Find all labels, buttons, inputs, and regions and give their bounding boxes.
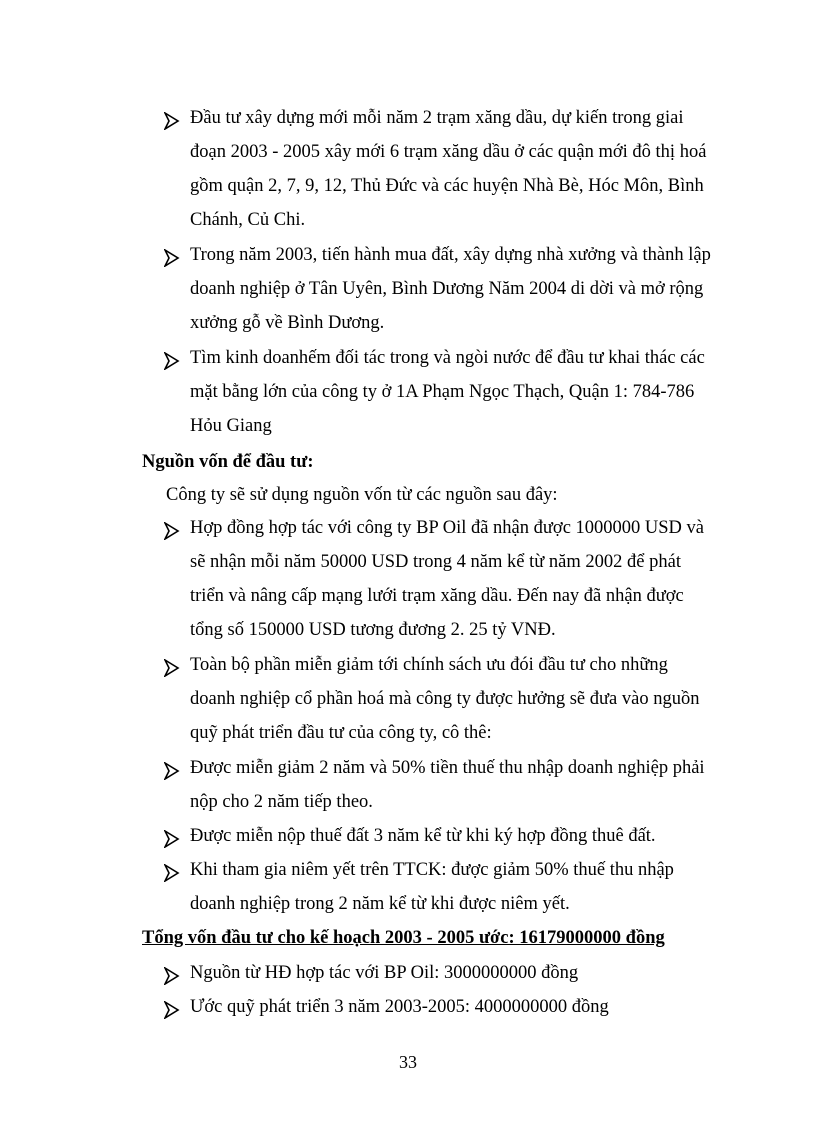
list-item-line: Toàn bộ phần miễn giảm tới chính sách ưu đói đầu tư cho những (190, 655, 668, 675)
list-item-line: Chánh, Củ Chi. (190, 210, 306, 230)
list-item-line: Ước quỹ phát triển 3 năm 2003-2005: 4000000000 đồng (190, 997, 609, 1017)
list-item (164, 754, 720, 820)
list-item-line: Được miễn nộp thuế đất 3 năm kể từ khi ký hợp đồng thuê đất. (190, 826, 656, 846)
list-item (164, 104, 720, 234)
list-item (164, 856, 720, 922)
list-item-line: Đầu tư xây dựng mới mỗi năm 2 trạm xăng dầu, dự kiến trong giai (190, 108, 684, 128)
list-item (164, 993, 720, 1025)
list-item-line: Hợp đồng hợp tác với công ty BP Oil đã nhận được 1000000 USD và (190, 518, 705, 538)
list-item-line: quỹ phát triển đầu tư của công ty, cô thê: (190, 723, 492, 743)
arrow-bullet-icon (164, 864, 180, 882)
arrow-bullet-icon (164, 352, 180, 370)
list-item-line: Khi tham gia niêm yết trên TTCK: được giảm 50% thuế thu nhập (190, 860, 674, 880)
arrow-bullet-icon (164, 830, 180, 848)
list-item (164, 651, 720, 751)
section-heading-funding: Nguồn vốn để đầu tư: (142, 452, 314, 472)
list-item (164, 822, 720, 854)
arrow-bullet-icon (164, 249, 180, 267)
list-item-line: doanh nghiệp ở Tân Uyên, Bình Dương Năm 2004 di dời và mở rộng (190, 279, 704, 299)
page-number: 33 (399, 1052, 417, 1072)
list-item (164, 959, 720, 991)
list-item-line: xưởng gỗ về Bình Dương. (190, 313, 385, 333)
list-item (164, 241, 720, 341)
list-item-line: triển và nâng cấp mạng lưới trạm xăng dầu. Đến nay đã nhận được (190, 586, 684, 606)
list-item-line: sẽ nhận mỗi năm 50000 USD trong 4 năm kể từ năm 2002 để phát (190, 552, 681, 572)
list-item (164, 344, 720, 444)
list-item-line: Được miễn giảm 2 năm và 50% tiền thuế thu nhập doanh nghiệp phải (190, 758, 705, 778)
list-item-line: doanh nghiệp trong 2 năm kể từ khi được niêm yết. (190, 894, 570, 914)
arrow-bullet-icon (164, 1001, 180, 1019)
list-item-line: nộp cho 2 năm tiếp theo. (190, 792, 373, 812)
list-item-line: tổng số 150000 USD tương đương 2. 25 tỷ VNĐ. (190, 620, 556, 640)
list-item-line: Nguồn từ HĐ hợp tác với BP Oil: 3000000000 đồng (190, 963, 579, 983)
list-item (164, 514, 720, 644)
section-heading-total: Tổng vốn đầu tư cho kế hoạch 2003 - 2005 ước: 16179000000 đồng (142, 928, 665, 948)
list-item-line: gồm quận 2, 7, 9, 12, Thủ Đức và các huyện Nhà Bè, Hóc Môn, Bình (190, 176, 704, 196)
arrow-bullet-icon (164, 112, 180, 130)
list-item-line: doanh nghiệp cổ phần hoá mà công ty được hưởng sẽ đưa vào nguồn (190, 689, 700, 709)
list-item-line: mặt bằng lớn của công ty ở 1A Phạm Ngọc Thạch, Quận 1: 784-786 (190, 382, 695, 402)
section-intro: Công ty sẽ sử dụng nguồn vốn từ các nguồn sau đây: (166, 485, 558, 505)
list-item-line: Tìm kinh doanhếm đối tác trong và ngòi nước để đầu tư khai thác các (190, 348, 705, 368)
arrow-bullet-icon (164, 967, 180, 985)
arrow-bullet-icon (164, 522, 180, 540)
list-item-line: đoạn 2003 - 2005 xây mới 6 trạm xăng dầu ở các quận mới đô thị hoá (190, 142, 707, 162)
arrow-bullet-icon (164, 762, 180, 780)
arrow-bullet-icon (164, 659, 180, 677)
list-item-line: Trong năm 2003, tiến hành mua đất, xây dựng nhà xưởng và thành lập (190, 245, 711, 265)
list-item-line: Hỏu Giang (190, 416, 272, 436)
